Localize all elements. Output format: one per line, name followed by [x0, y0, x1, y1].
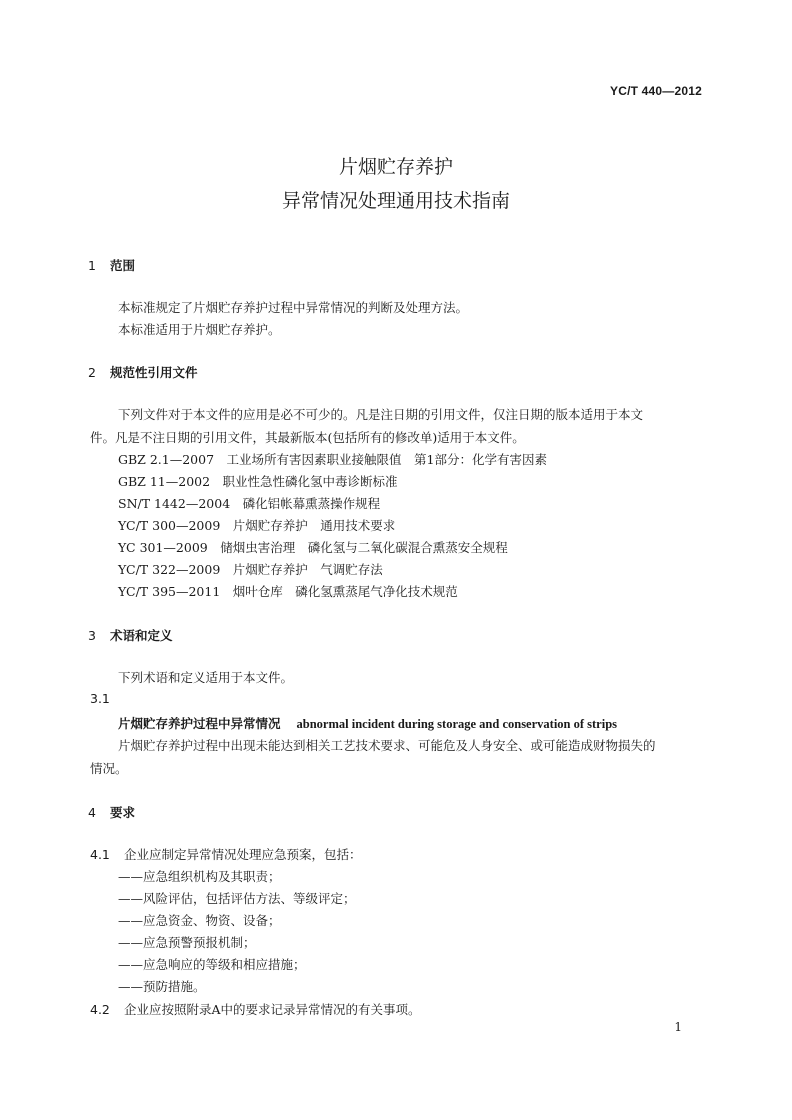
clause-number-3-1: 3.1: [90, 691, 110, 706]
term-english: abnormal incident during storage and conservation of strips: [296, 717, 618, 731]
section-number: 1: [88, 258, 96, 273]
list-item: ——风险评估，包括评估方法、等级评定；: [118, 891, 356, 906]
section-2-heading: [88, 363, 198, 381]
section-4-heading: [88, 803, 135, 821]
reference-item: SN/T 1442—2004 磷化铝帐幕熏蒸操作规程: [118, 496, 381, 511]
reference-item: GBZ 11—2002 职业性急性磷化氢中毒诊断标准: [118, 474, 398, 489]
reference-item: GBZ 2.1—2007 工业场所有害因素职业接触限值 第1部分：化学有害因素: [118, 452, 547, 467]
standard-code: YC/T 440—2012: [610, 84, 702, 98]
clause-4-1: [90, 845, 362, 863]
reference-item: YC/T 395—2011 烟叶仓库 磷化氢熏蒸尾气净化技术规范: [118, 584, 458, 599]
section-title: 范围: [110, 258, 136, 273]
section-3-heading: [88, 626, 173, 644]
section-title: 规范性引用文件: [110, 365, 198, 380]
section-1-paragraph-2: 本标准适用于片烟贮存养护。: [118, 322, 281, 337]
term-definition-line-2: 情况。: [90, 761, 128, 776]
section-3-intro: 下列术语和定义适用于本文件。: [118, 670, 294, 685]
section-number: 3: [88, 628, 96, 643]
section-title: 术语和定义: [110, 628, 173, 643]
section-number: 4: [88, 805, 96, 820]
reference-item: YC/T 322—2009 片烟贮存养护 气调贮存法: [118, 562, 383, 577]
reference-item: YC/T 300—2009 片烟贮存养护 通用技术要求: [118, 518, 396, 533]
list-item: ——应急组织机构及其职责；: [118, 869, 281, 884]
clause-text: 企业应制定异常情况处理应急预案，包括：: [124, 847, 362, 862]
section-2-intro-line-2: 件。凡是不注日期的引用文件，其最新版本(包括所有的修改单)适用于本文件。: [90, 430, 525, 445]
clause-4-2: [90, 1000, 421, 1018]
page-number: 1: [674, 1020, 682, 1034]
section-1-paragraph-1: 本标准规定了片烟贮存养护过程中异常情况的判断及处理方法。: [118, 300, 469, 315]
list-item: ——应急响应的等级和相应措施；: [118, 957, 306, 972]
document-title-line2: 异常情况处理通用技术指南: [281, 190, 510, 212]
list-item: ——应急预警预报机制；: [118, 935, 256, 950]
term-chinese: 片烟贮存养护过程中异常情况: [118, 716, 281, 731]
list-item: ——应急资金、物资、设备；: [118, 913, 281, 928]
term-definition-line-1: 片烟贮存养护过程中出现未能达到相关工艺技术要求、可能危及人身安全、或可能造成财物损失的: [118, 738, 656, 753]
section-2-intro-line-1: 下列文件对于本文件的应用是必不可少的。凡是注日期的引用文件，仅注日期的版本适用于本文: [118, 407, 644, 422]
term-entry: [118, 714, 617, 732]
clause-number: 4.1: [90, 847, 110, 862]
section-number: 2: [88, 365, 96, 380]
clause-text: 企业应按照附录A中的要求记录异常情况的有关事项。: [124, 1002, 421, 1017]
section-title: 要求: [110, 805, 136, 820]
list-item: ——预防措施。: [118, 979, 206, 994]
document-title-line1: 片烟贮存养护: [338, 156, 453, 178]
section-1-heading: [88, 256, 135, 274]
clause-number: 4.2: [90, 1002, 110, 1017]
reference-item: YC 301—2009 储烟虫害治理 磷化氢与二氧化碳混合熏蒸安全规程: [118, 540, 508, 555]
